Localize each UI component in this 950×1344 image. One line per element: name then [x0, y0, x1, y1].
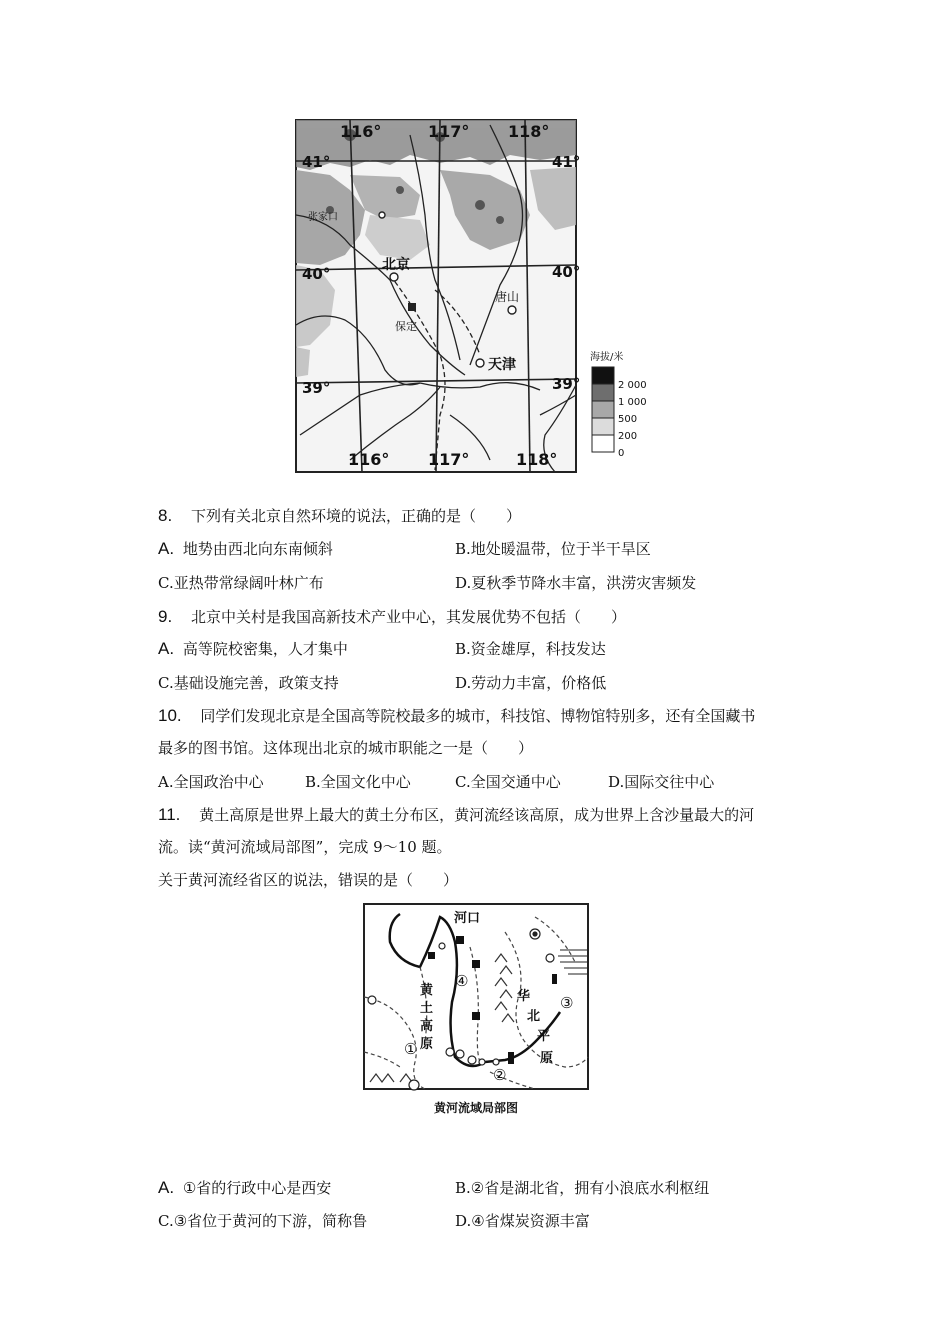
marker-4: ④	[455, 972, 469, 990]
lat-label-right-41: 41°	[552, 153, 581, 171]
question-10-stem-line-2: 最多的图书馆。这体现出北京的城市职能之一是（ ）	[158, 739, 534, 757]
q9-option-d: D.劳动力丰富，价格低	[455, 674, 607, 692]
q10-option-a: A.全国政治中心	[158, 773, 264, 791]
label-loess-3: 高	[420, 1019, 434, 1034]
label-huabei-2: 北	[527, 1009, 541, 1024]
lon-label-bottom-116: 116°	[348, 450, 390, 469]
option-text: ①省的行政中心是西安	[182, 1179, 332, 1197]
q8-option-d: D.夏秋季节降水丰富，洪涝灾害频发	[455, 574, 697, 592]
city-label-tangshan: 唐山	[495, 290, 520, 304]
question-number: 10.	[158, 706, 182, 725]
question-stem: 北京中关村是我国高新技术产业中心，其发展优势不包括（ ）	[190, 608, 626, 626]
question-11-stem-line-2: 流。读“黄河流域局部图”，完成 9～10 题。	[158, 838, 452, 856]
marker-3: ③	[560, 994, 574, 1012]
yellow-river-basin-map	[360, 902, 592, 1122]
question-number: 9.	[158, 607, 173, 626]
label-loess-2: 土	[420, 1001, 434, 1016]
legend-value-1000: 1 000	[618, 397, 647, 408]
question-number: 11.	[158, 805, 181, 824]
q11-option-a	[158, 1177, 331, 1198]
q9-option-b: B.资金雄厚，科技发达	[455, 640, 606, 658]
label-loess-1: 黄	[420, 983, 434, 998]
lat-label-right-40: 40°	[552, 263, 581, 281]
label-hekou: 河口	[454, 911, 481, 926]
option-letter: A.	[158, 1178, 175, 1197]
legend-value-0: 0	[618, 448, 625, 459]
legend-title: 海拔/米	[590, 352, 624, 363]
legend-value-500: 500	[618, 414, 638, 425]
question-stem: 下列有关北京自然环境的说法，正确的是（ ）	[190, 507, 521, 525]
q10-option-c: C.全国交通中心	[455, 773, 561, 791]
q9-option-a	[158, 638, 348, 659]
label-huabei-3: 平	[537, 1029, 551, 1044]
question-11-sub-stem: 关于黄河流经省区的说法，错误的是（ ）	[158, 871, 459, 889]
option-text: 地势由西北向东南倾斜	[182, 540, 333, 558]
question-8-stem-line	[158, 505, 521, 527]
lat-label-left-39: 39°	[302, 379, 331, 397]
lon-label-bottom-117: 117°	[428, 450, 470, 469]
city-label-tianjin: 天津	[488, 357, 516, 373]
city-label-beijing: 北京	[382, 257, 410, 273]
map-caption: 黄河流域局部图	[433, 1101, 519, 1115]
q8-option-b: B.地处暖温带，位于半干旱区	[455, 540, 651, 558]
question-stem: 同学们发现北京是全国高等院校最多的城市，科技馆、博物馆特别多，还有全国藏书	[200, 707, 756, 725]
option-letter: A.	[158, 639, 175, 658]
q10-option-d: D.国际交往中心	[608, 773, 715, 791]
marker-1: ①	[404, 1040, 418, 1058]
elevation-legend	[590, 350, 647, 459]
lat-label-right-39: 39°	[552, 375, 581, 393]
option-text: 高等院校密集，人才集中	[182, 640, 348, 658]
q10-option-b: B.全国文化中心	[305, 773, 411, 791]
marker-2: ②	[493, 1066, 507, 1084]
label-loess-4: 原	[420, 1037, 434, 1052]
question-number: 8.	[158, 506, 173, 525]
q11-option-c: C.③省位于黄河的下游，简称鲁	[158, 1212, 368, 1230]
legend-value-2000: 2 000	[618, 380, 647, 391]
lat-label-left-41: 41°	[302, 153, 331, 171]
lon-label-top-118: 118°	[508, 122, 550, 141]
question-stem: 黄土高原是世界上最大的黄土分布区，黄河流经该高原，成为世界上含沙量最大的河	[199, 806, 755, 824]
question-11-stem-line-1	[158, 804, 754, 826]
lon-label-top-116: 116°	[340, 122, 382, 141]
q8-option-a	[158, 538, 333, 559]
city-label-baoding: 保定	[395, 320, 417, 333]
question-10-stem-line-1	[158, 705, 755, 727]
beijing-topographic-map	[290, 115, 660, 475]
city-label-zhangjiakou: 张家口	[308, 212, 338, 223]
label-huabei-1: 华	[517, 989, 531, 1004]
q11-option-d: D.④省煤炭资源丰富	[455, 1212, 590, 1230]
q8-option-c: C.亚热带常绿阔叶林广布	[158, 574, 324, 592]
q11-option-b: B.②省是湖北省，拥有小浪底水利枢纽	[455, 1179, 710, 1197]
lon-label-bottom-118: 118°	[516, 450, 558, 469]
q9-option-c: C.基础设施完善，政策支持	[158, 674, 339, 692]
label-huabei-4: 原	[540, 1051, 554, 1066]
question-9-stem-line	[158, 606, 626, 628]
option-letter: A.	[158, 539, 175, 558]
legend-value-200: 200	[618, 431, 638, 442]
lon-label-top-117: 117°	[428, 122, 470, 141]
lat-label-left-40: 40°	[302, 265, 331, 283]
